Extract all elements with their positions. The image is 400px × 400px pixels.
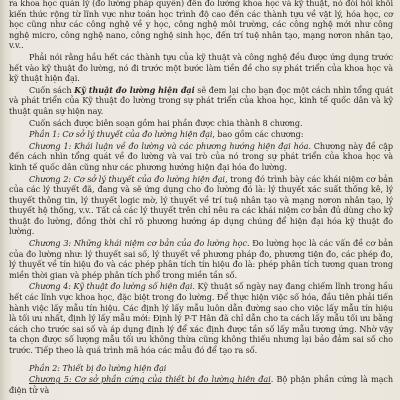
paragraph-p7 (9, 174, 393, 238)
text-run: Chương 4: Kỹ thuật đo lường số hiện đại. (29, 281, 195, 292)
text-run: Cuốn sách được biên soạn gồm hai phần được chia thành 8 chương. (29, 117, 303, 128)
paragraph-p4 (9, 118, 393, 129)
paragraph-p10 (9, 363, 393, 374)
text-run: Cuốn sách (29, 84, 75, 95)
paragraph-p9 (9, 281, 393, 355)
paragraph-p6 (9, 141, 393, 173)
text-run: Phải nói rằng hầu hết các thành tựu của kỹ thuật và công nghệ đều được ứng dụng trước hết vào kỹ thuật đo lường, nó đi trước một bước làm tiền đề cho sự phát triển của khoa học và kỹ thuật hiện đại. (9, 51, 393, 84)
text-run: Phần 2: Thiết bị đo lường hiện đại (29, 362, 167, 373)
text-run: Chương này đề cập đến cách nhìn tổng quát về đo lường và vai trò của nó trong sự phát triển của khoa học và kinh tế quốc dân cũng như các phương hướng hiện đại hóa đo lường. (9, 140, 393, 172)
text-run: Chương 1: Khái luận về đo lường và các phương hướng hiện đại hóa. (29, 140, 311, 151)
text-run: Kỹ thuật đo lường hiện đại (74, 84, 195, 95)
preface-text (9, 0, 393, 396)
paragraph-p11 (9, 374, 393, 395)
paragraph-p8 (9, 238, 393, 280)
text-run: , bao gồm các chương: (212, 129, 304, 140)
text-run: Kỹ thuật số ngày nay đang chiếm lĩnh trong hầu hết các lĩnh vực khoa học, đặc biệt trong đo lường. Để thực hiện việc số hóa, đầu tiên phải tiến hành việc lấy mẫu tín hiệu. Các định lý lấy mẫu luôn dẫn đường sao cho việc lấy mẫu tín hiệu là tối ưu nhất, định lý lấy mẫu mới: Định lý P-T Hân đã chỉ dẫn cho ta cách lấy mẫu tối ưu bằng cách cho trước sai số và áp dụng định lý để xác định được tần số lấy mẫu tương ứng. Nhờ vậy ta chọn được số lượng mẫu tối ưu không thừa cũng không thiếu nhưng lại bảo đảm sai số cho trước. Tiếp theo là quá trình mã hóa các mẫu đó để tạo ra số. (9, 281, 393, 355)
paragraph-p2 (9, 52, 393, 84)
paragraph-p1 (9, 0, 393, 51)
text-run: . Bộ phận phần cứng là mạch điện tử và (9, 374, 393, 395)
text-run: sẽ đem lại cho bạn đọc một cách nhìn tổng quát và phát triển của Kỹ thuật đo lường trong sự phát triển của khoa học, kinh tế quốc dân và kỹ thuật quân sự hiện nay. (9, 84, 394, 116)
text-run: Chương 2: Cơ sở lý thuyết của đo lường hiện đại, (29, 173, 228, 184)
text-run: Đo lường học là các vấn đề cơ bản của đo lường như: lý thuyết sai số, lý thuyết về phương pháp đo, phương tiện đo, các phép đo, lý thuyết về tín hiệu đo và các phép phân tích tín hiệu đo là: phép phân tích tương quan trong miền thời gian và phép phân tích phổ trong miền tần số. (9, 238, 393, 280)
text-run: Phần 1: Cơ sở lý thuyết của đo lường hiện đại (29, 129, 213, 140)
text-run: trong đó trình bày các khái niệm cơ bản của các lý thuyết đã, đang và sẽ ứng dụng cho đo lường đó là: lý thuyết xác suất thống kê, lý thuyết thông tin, lý thuyết logic mờ, lý thuyết về trí tuệ nhân tạo và mạng nơron nhân tạo, lý thuyết hệ thống, v.v.. Tất cả các lý thuyết trên chỉ nêu ra các khái niệm cơ bản đủ dùng cho kỹ thuật đo lường, đồng thời chỉ rõ phương hướng áp dụng chúng để hiện đại hóa kỹ thuật đo lường. (9, 173, 393, 237)
paragraph-p5 (9, 129, 393, 140)
paragraph-p3 (9, 85, 393, 117)
text-run: Chương 3: Những khái niệm cơ bản của đo lường học. (29, 238, 250, 249)
text-run: Chương 5: Cơ sở phần cứng của thiết bị đo lường hiện đại (29, 374, 271, 385)
text-run: ra khoa học quản lý (đo lường pháp quyền) đến đo lường khoa học và kỹ thuật, nó đòi hỏi khối kiến thức rộng từ lĩnh vực như toán học trình độ cao đến các thành tựu về vật lý, hóa học, cơ học cũng như các công nghệ về y học, công nghệ môi trường, các công nghệ mới như công nghệ micro, công nghệ nano, công nghệ sinh học, đến trí tuệ nhân tạo, mạng nơron nhân tạo, v.v.. (9, 0, 393, 51)
